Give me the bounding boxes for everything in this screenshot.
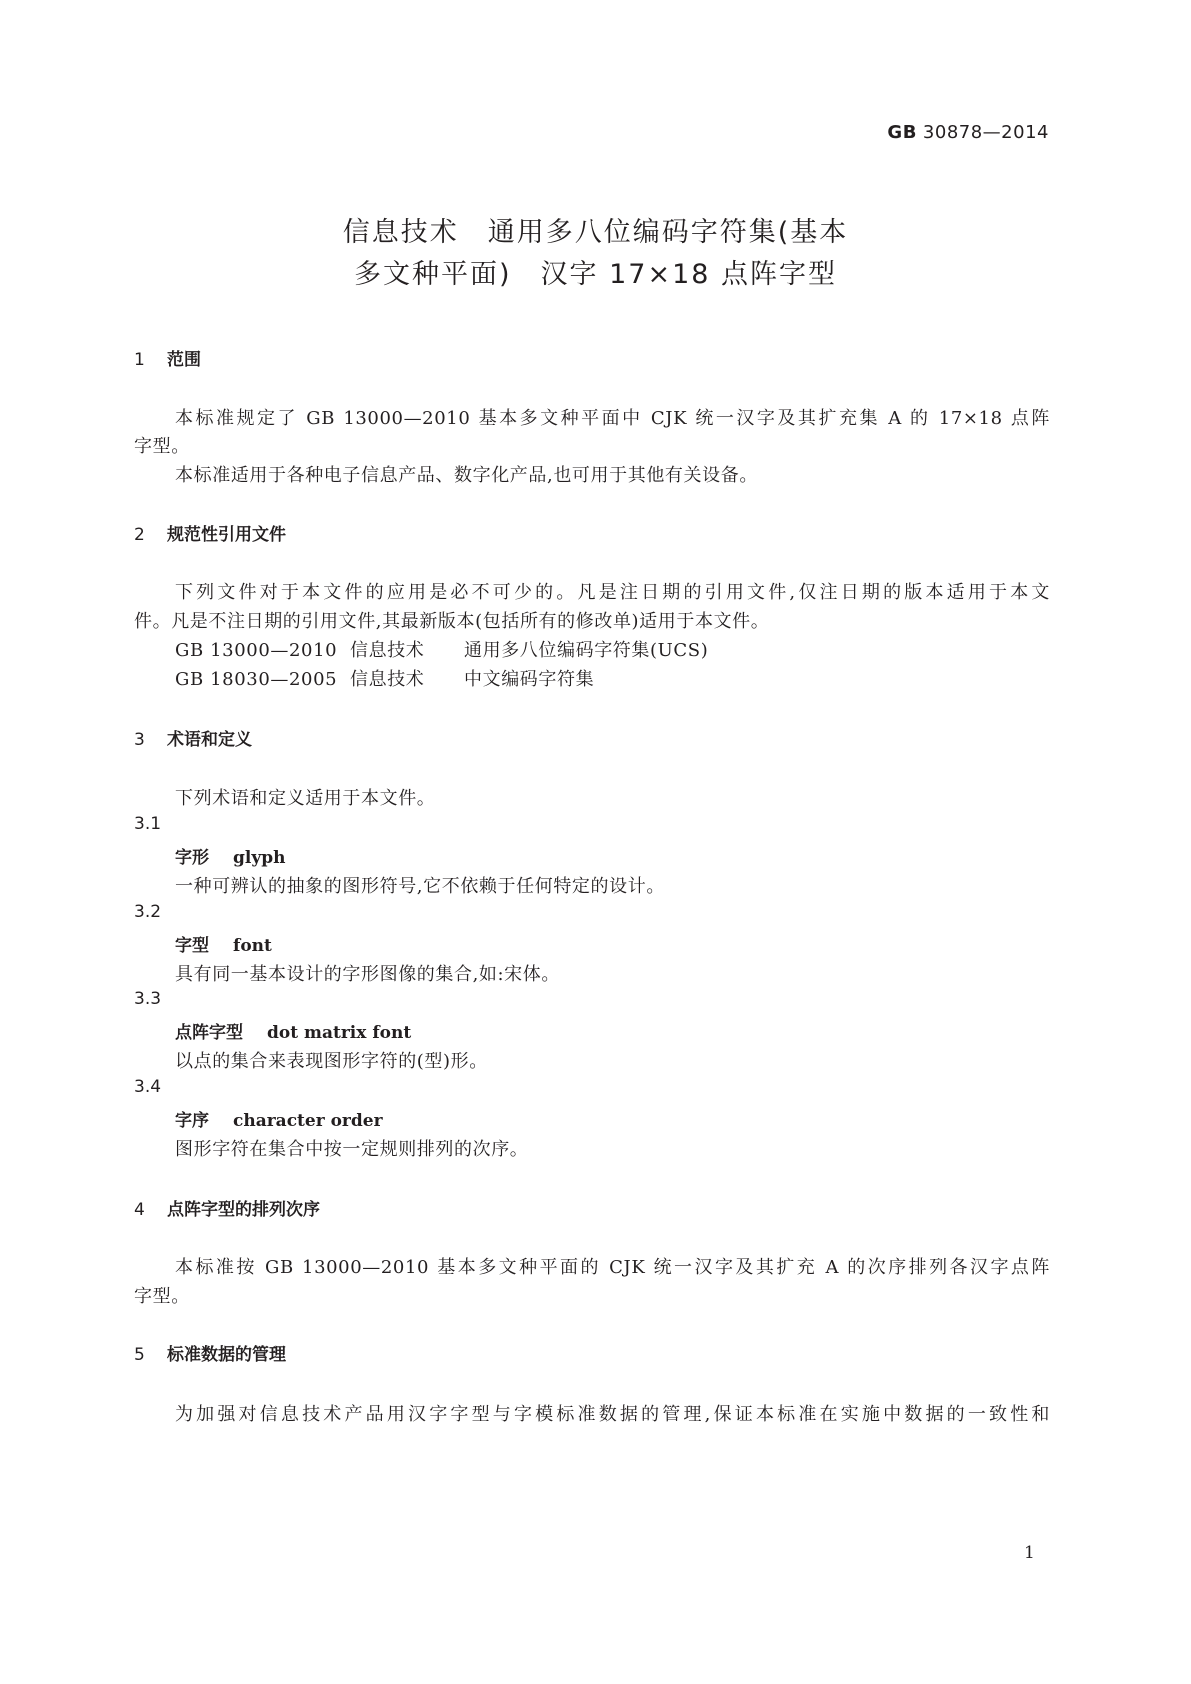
section-number: 5: [134, 1345, 145, 1365]
reference-code: GB 13000—2010: [175, 640, 338, 661]
section-number: 2: [134, 525, 145, 545]
section-5-paragraph-line-1: 为加强对信息技术产品用汉字字型与字模标准数据的管理,保证本标准在实施中数据的一致性和: [175, 1404, 1050, 1425]
section-1-paragraph-1-line-1: 本标准规定了 GB 13000—2010 基本多文种平面中 CJK 统一汉字及其扩充集 A 的 17×18 点阵: [175, 408, 1050, 429]
term-name-chinese: 字形: [175, 848, 209, 868]
section-title: 范围: [167, 350, 201, 370]
term-definition: 图形字符在集合中按一定规则排列的次序。: [175, 1139, 529, 1160]
section-title: 规范性引用文件: [167, 525, 286, 545]
term-name: [175, 1106, 383, 1131]
term-definition: 以点的集合来表现图形字符的(型)形。: [175, 1051, 488, 1072]
reference-title-prefix: 信息技术: [350, 640, 425, 661]
section-4-heading: [134, 1195, 320, 1220]
section-1-heading: [134, 345, 201, 370]
term-name-chinese: 字型: [175, 936, 209, 956]
document-title-line-1: 信息技术 通用多八位编码字符集(基本: [342, 217, 849, 248]
term-name: [175, 931, 272, 956]
standard-code: 30878—2014: [922, 122, 1049, 143]
term-name-english: dot matrix font: [267, 1023, 412, 1043]
term-name: [175, 1018, 411, 1043]
reference-item: [175, 636, 708, 662]
page-number: 1: [1024, 1543, 1035, 1563]
section-number: 1: [134, 350, 145, 370]
term-number: 3.3: [134, 989, 162, 1009]
section-number: 4: [134, 1200, 145, 1220]
term-number: 3.1: [134, 814, 162, 834]
section-title: 术语和定义: [167, 730, 252, 750]
section-2-paragraph-line-1: 下列文件对于本文件的应用是必不可少的。凡是注日期的引用文件,仅注日期的版本适用于本文: [175, 582, 1050, 603]
term-name-chinese: 字序: [175, 1111, 209, 1131]
section-title: 点阵字型的排列次序: [167, 1200, 320, 1220]
term-name-english: glyph: [233, 848, 286, 868]
reference-title: 通用多八位编码字符集(UCS): [464, 640, 709, 661]
standard-prefix: GB: [887, 122, 917, 143]
term-number: 3.4: [134, 1077, 162, 1097]
section-4-paragraph-line-2: 字型。: [134, 1286, 190, 1307]
reference-title: 中文编码字符集: [464, 669, 595, 690]
section-3-heading: [134, 725, 252, 750]
section-2-paragraph-line-2: 件。凡是不注日期的引用文件,其最新版本(包括所有的修改单)适用于本文件。: [134, 611, 770, 632]
term-number: 3.2: [134, 902, 162, 922]
term-definition: 具有同一基本设计的字形图像的集合,如:宋体。: [175, 964, 560, 985]
reference-code: GB 18030—2005: [175, 669, 338, 690]
term-definition: 一种可辨认的抽象的图形符号,它不依赖于任何特定的设计。: [175, 876, 665, 897]
term-name-english: character order: [233, 1111, 383, 1131]
term-name-chinese: 点阵字型: [175, 1023, 243, 1043]
section-4-paragraph-line-1: 本标准按 GB 13000—2010 基本多文种平面的 CJK 统一汉字及其扩充 A 的次序排列各汉字点阵: [175, 1257, 1050, 1278]
reference-title-prefix: 信息技术: [350, 669, 425, 690]
term-name: [175, 843, 285, 868]
term-name-english: font: [233, 936, 272, 956]
reference-item: [175, 665, 594, 691]
section-3-intro: 下列术语和定义适用于本文件。: [175, 788, 436, 809]
section-2-heading: [134, 520, 286, 545]
section-1-paragraph-1-line-2: 字型。: [134, 436, 190, 457]
section-number: 3: [134, 730, 145, 750]
section-title: 标准数据的管理: [167, 1345, 286, 1365]
standard-number: [887, 122, 1049, 143]
section-1-paragraph-2: 本标准适用于各种电子信息产品、数字化产品,也可用于其他有关设备。: [175, 465, 758, 486]
section-5-heading: [134, 1340, 286, 1365]
document-title-line-2: 多文种平面) 汉字 17×18 点阵字型: [353, 259, 838, 290]
